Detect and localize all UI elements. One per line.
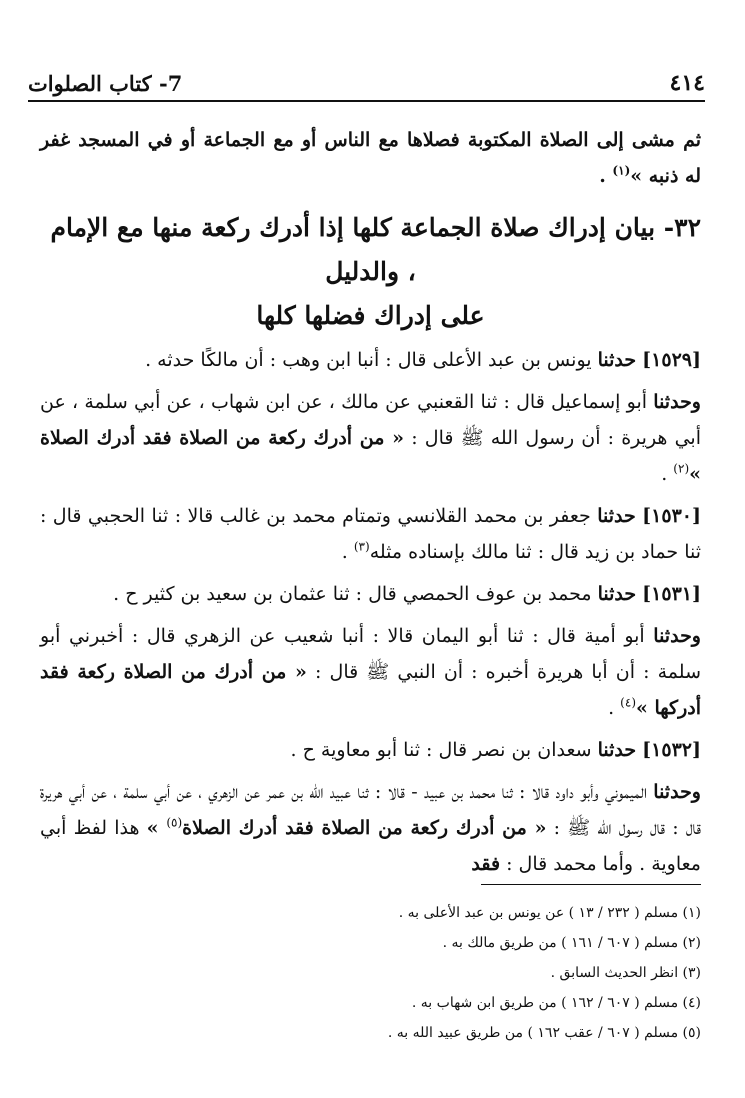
- hadith-text: سعدان بن نصر قال : ثنا أبو معاوية ح .: [290, 739, 598, 761]
- footnote-ref-2: (٢): [673, 461, 690, 476]
- paragraph-chain-5: [40, 618, 701, 726]
- hadith-number: [١٥٣٢]: [642, 739, 701, 761]
- footnote-ref-5: (٥): [166, 815, 183, 830]
- chapter-title: 7- كتاب الصلوات: [28, 71, 183, 96]
- page-body: [40, 122, 701, 888]
- chain-text: أبو أمية قال : ثنا أبو اليمان قالا : أنبا شعيب عن الزهري قال : أخبرني أبو سلمة : أن أبا هريرة أخبره : أن النبي ﷺ قال :: [40, 625, 702, 683]
- chain-tail: .: [661, 463, 674, 485]
- hadith-text: يونس بن عبد الأعلى قال : أنبا ابن وهب : أن مالكًا حدثه .: [145, 349, 598, 371]
- chain-tail: .: [608, 697, 621, 719]
- footnote: (١) مسلم ( ٢٣٢ / ١٣ ) عن يونس بن عبد الأعلى به .: [398, 905, 701, 921]
- hadith-lead: حدثنا: [597, 583, 637, 605]
- footnote-divider: [481, 884, 701, 885]
- section-heading-line-1: ٣٢- بيان إدراك صلاة الجماعة كلها إذا أدرك ركعة منها مع الإمام ، والدليل: [50, 213, 701, 286]
- hadith-number: [١٥٣٠]: [642, 505, 701, 527]
- hadith-quote-end: »: [146, 817, 167, 839]
- footnotes: [40, 898, 701, 1048]
- chain-tail: فقد: [471, 853, 501, 875]
- footnote: (٤) مسلم ( ٦٠٧ / ١٦٢ ) من طريق ابن شهاب به .: [411, 995, 701, 1011]
- hadith-number: [١٥٢٩]: [642, 349, 701, 371]
- page-number: ٤١٤: [669, 70, 705, 96]
- hadith-lead: حدثنا: [597, 349, 637, 371]
- paragraph-chain-7: [40, 774, 701, 882]
- chain-text: أبو إسماعيل قال : ثنا القعنبي عن مالك ، عن ابن شهاب ، عن أبي سلمة ، عن أبي هريرة : أن رسول الله ﷺ قال :: [40, 391, 701, 449]
- hadith-tail: .: [341, 541, 354, 563]
- hadith-quote: « من أدرك ركعة من الصلاة فقد أدرك الصلاة »: [40, 427, 701, 485]
- paragraph-chain-2: [40, 384, 701, 492]
- footnote: (٥) مسلم ( ٦٠٧ / عقب ١٦٢ ) من طريق عبيد الله به .: [387, 1025, 701, 1041]
- hadith-text: جعفر بن محمد القلانسي وتمتام محمد بن غالب قالا : ثنا الحجبي قال : ثنا حماد بن زيد قال : ثنا مالك بإسناده مثله: [40, 505, 701, 563]
- hadith-1532: [40, 732, 701, 768]
- footnote-ref-4: (٤): [620, 695, 636, 710]
- intro-text: ثم مشى إلى الصلاة المكتوبة فصلاها مع الناس أو مع الجماعة أو في المسجد غفر له ذنبه »: [40, 129, 701, 187]
- hadith-1531: [40, 576, 701, 612]
- section-heading-line-2: على إدراك فضلها كلها: [256, 301, 485, 330]
- chain-lead: وحدثنا: [653, 391, 701, 413]
- hadith-number: [١٥٣١]: [642, 583, 701, 605]
- running-header: [28, 60, 705, 102]
- hadith-lead: حدثنا: [597, 739, 637, 761]
- hadith-quote: « من أدرك ركعة من الصلاة فقد أدرك الصلاة: [182, 817, 547, 839]
- hadith-lead: حدثنا: [597, 505, 636, 527]
- hadith-text: محمد بن عوف الحمصي قال : ثنا عثمان بن سعيد بن كثير ح .: [113, 583, 598, 605]
- hadith-quote: « من أدرك من الصلاة ركعة فقد أدركها »: [40, 661, 701, 719]
- chain-lead: وحدثنا: [653, 625, 701, 647]
- section-heading: [40, 206, 701, 338]
- chain-lead: وحدثنا: [653, 781, 701, 803]
- chain-text-2: هذا لفظ أبي معاوية . وأما محمد قال :: [40, 817, 701, 875]
- intro-tail: .: [599, 165, 613, 187]
- footnote-ref-3: (٣): [353, 539, 370, 554]
- intro-paragraph: [40, 122, 701, 194]
- hadith-1530: [40, 498, 701, 570]
- chain-text: الميموني وأبو داود قالا : ثنا محمد بن عبيد - قالا : ثنا عبيد الله بن عمر عن الزهري ، عن أبي سلمة ، عن أبي هريرة قال : قال رسول الله ﷺ :: [40, 781, 701, 839]
- hadith-1529: [40, 342, 701, 378]
- footnote: (٣) انظر الحديث السابق .: [550, 965, 701, 981]
- footnote-ref-1: (١): [612, 163, 631, 178]
- footnote: (٢) مسلم ( ٦٠٧ / ١٦١ ) من طريق مالك به .: [442, 935, 701, 951]
